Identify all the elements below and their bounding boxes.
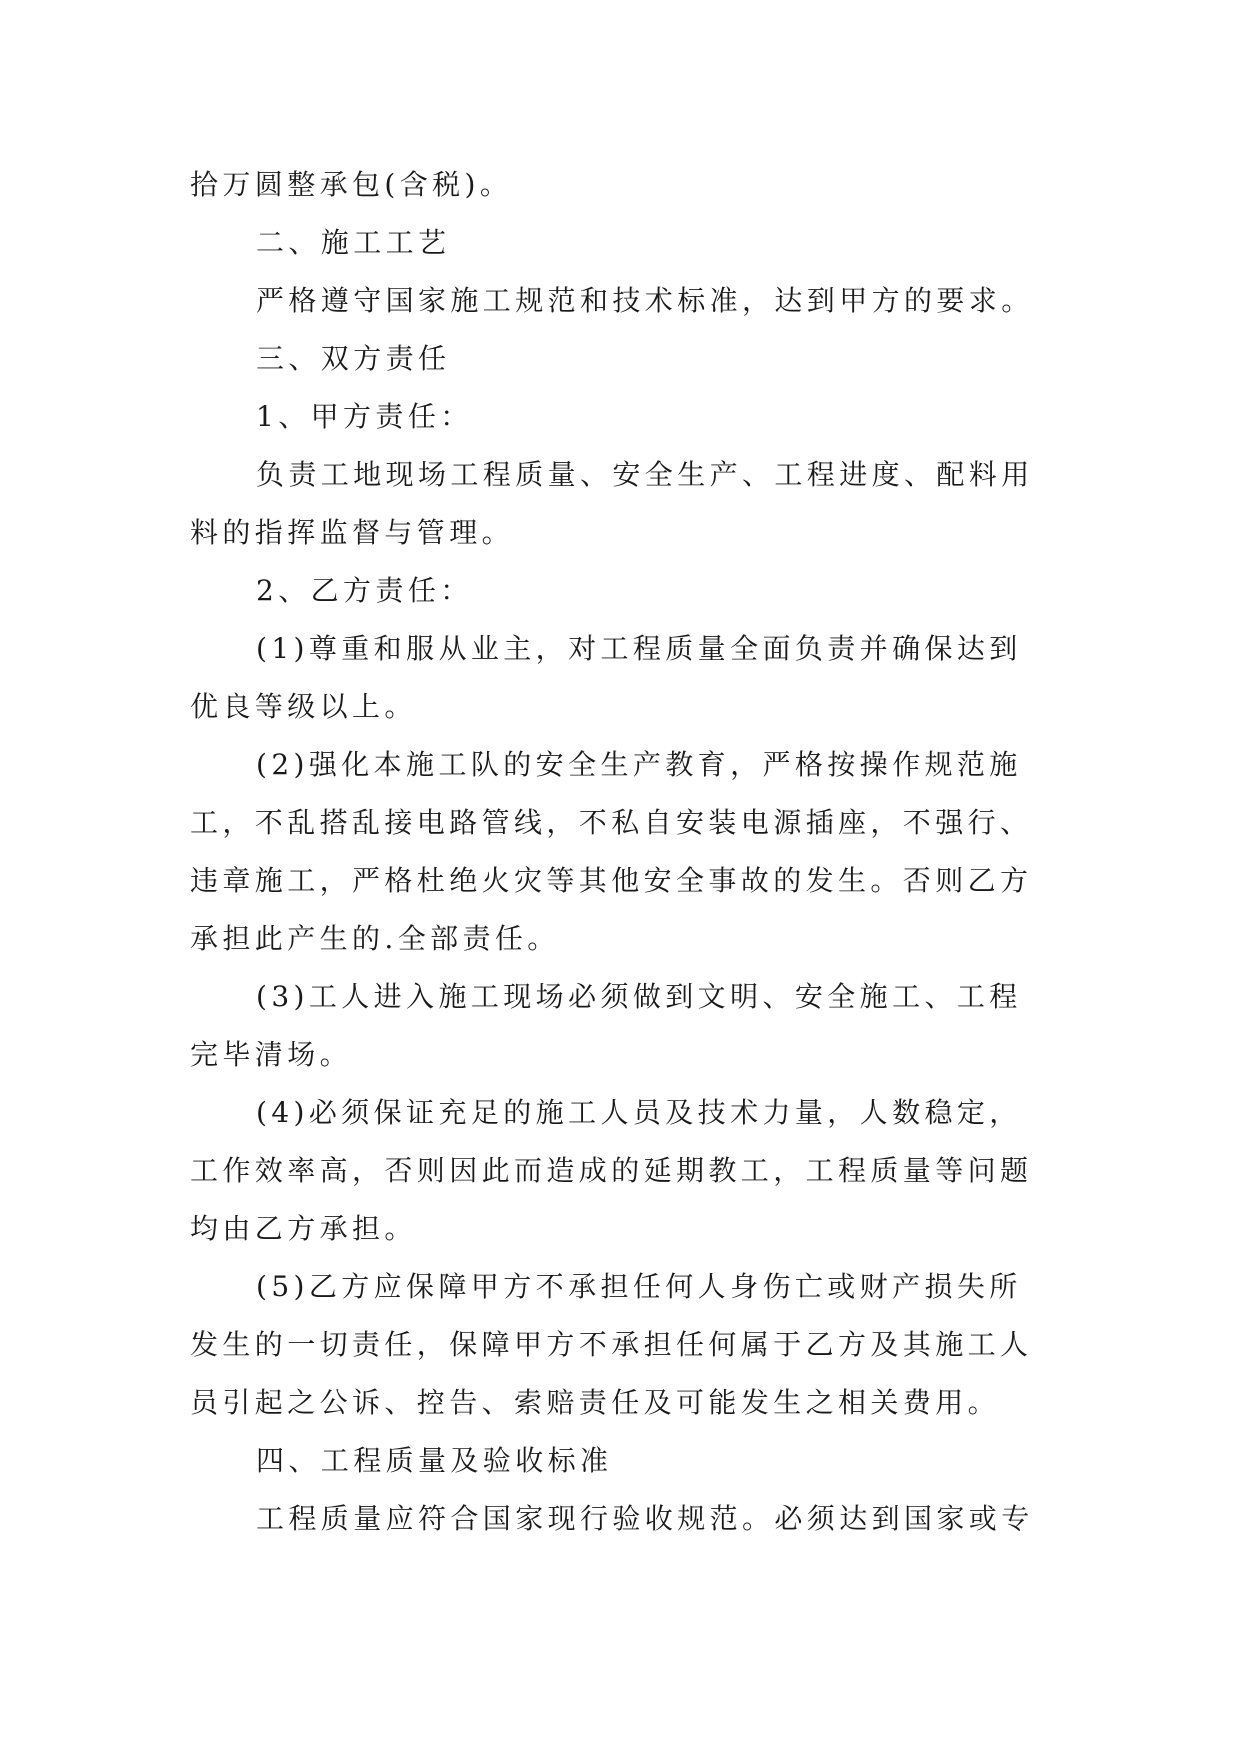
text-line: 优良等级以上。 [190,690,417,723]
section-heading: 二、施工工艺 [256,226,451,259]
text-line: 负责工地现场工程质量、安全生产、工程进度、配料用 [256,458,1034,491]
text-line: 工程质量应符合国家现行验收规范。必须达到国家或专 [256,1502,1034,1535]
text-line: 违章施工，严格杜绝火灾等其他安全事故的发生。否则乙方 [190,864,1033,897]
text-line: 工作效率高，否则因此而造成的延期教工，工程质量等问题 [190,1154,1033,1187]
text-line: (2)强化本施工队的安全生产教育，严格按操作规范施 [256,748,1022,781]
text-line: 严格遵守国家施工规范和技术标准，达到甲方的要求。 [256,284,1034,317]
text-line: 料的指挥监督与管理。 [190,516,515,549]
text-line: 工，不乱搭乱接电路管线，不私自安装电源插座，不强行、 [190,806,1033,839]
text-line: (4)必须保证充足的施工人员及技术力量，人数稳定， [256,1096,1022,1129]
text-line: (1)尊重和服从业主，对工程质量全面负责并确保达到 [256,632,1022,665]
subsection-heading: 2、乙方责任： [256,574,473,607]
section-heading: 四、工程质量及验收标准 [256,1444,613,1477]
text-line: (5)乙方应保障甲方不承担任何人身伤亡或财产损失所 [256,1270,1022,1303]
text-line: 发生的一切责任，保障甲方不承担任何属于乙方及其施工人 [190,1328,1033,1361]
text-line: (3)工人进入施工现场必须做到文明、安全施工、工程 [256,980,1022,1013]
text-line: 完毕清场。 [190,1038,353,1071]
text-line: 拾万圆整承包(含税)。 [190,168,513,201]
section-heading: 三、双方责任 [256,342,451,375]
text-line: 承担此产生的.全部责任。 [190,922,560,955]
subsection-heading: 1、甲方责任： [256,400,473,433]
text-line: 员引起之公诉、控告、索赔责任及可能发生之相关费用。 [190,1386,1001,1419]
text-line: 均由乙方承担。 [190,1212,417,1245]
